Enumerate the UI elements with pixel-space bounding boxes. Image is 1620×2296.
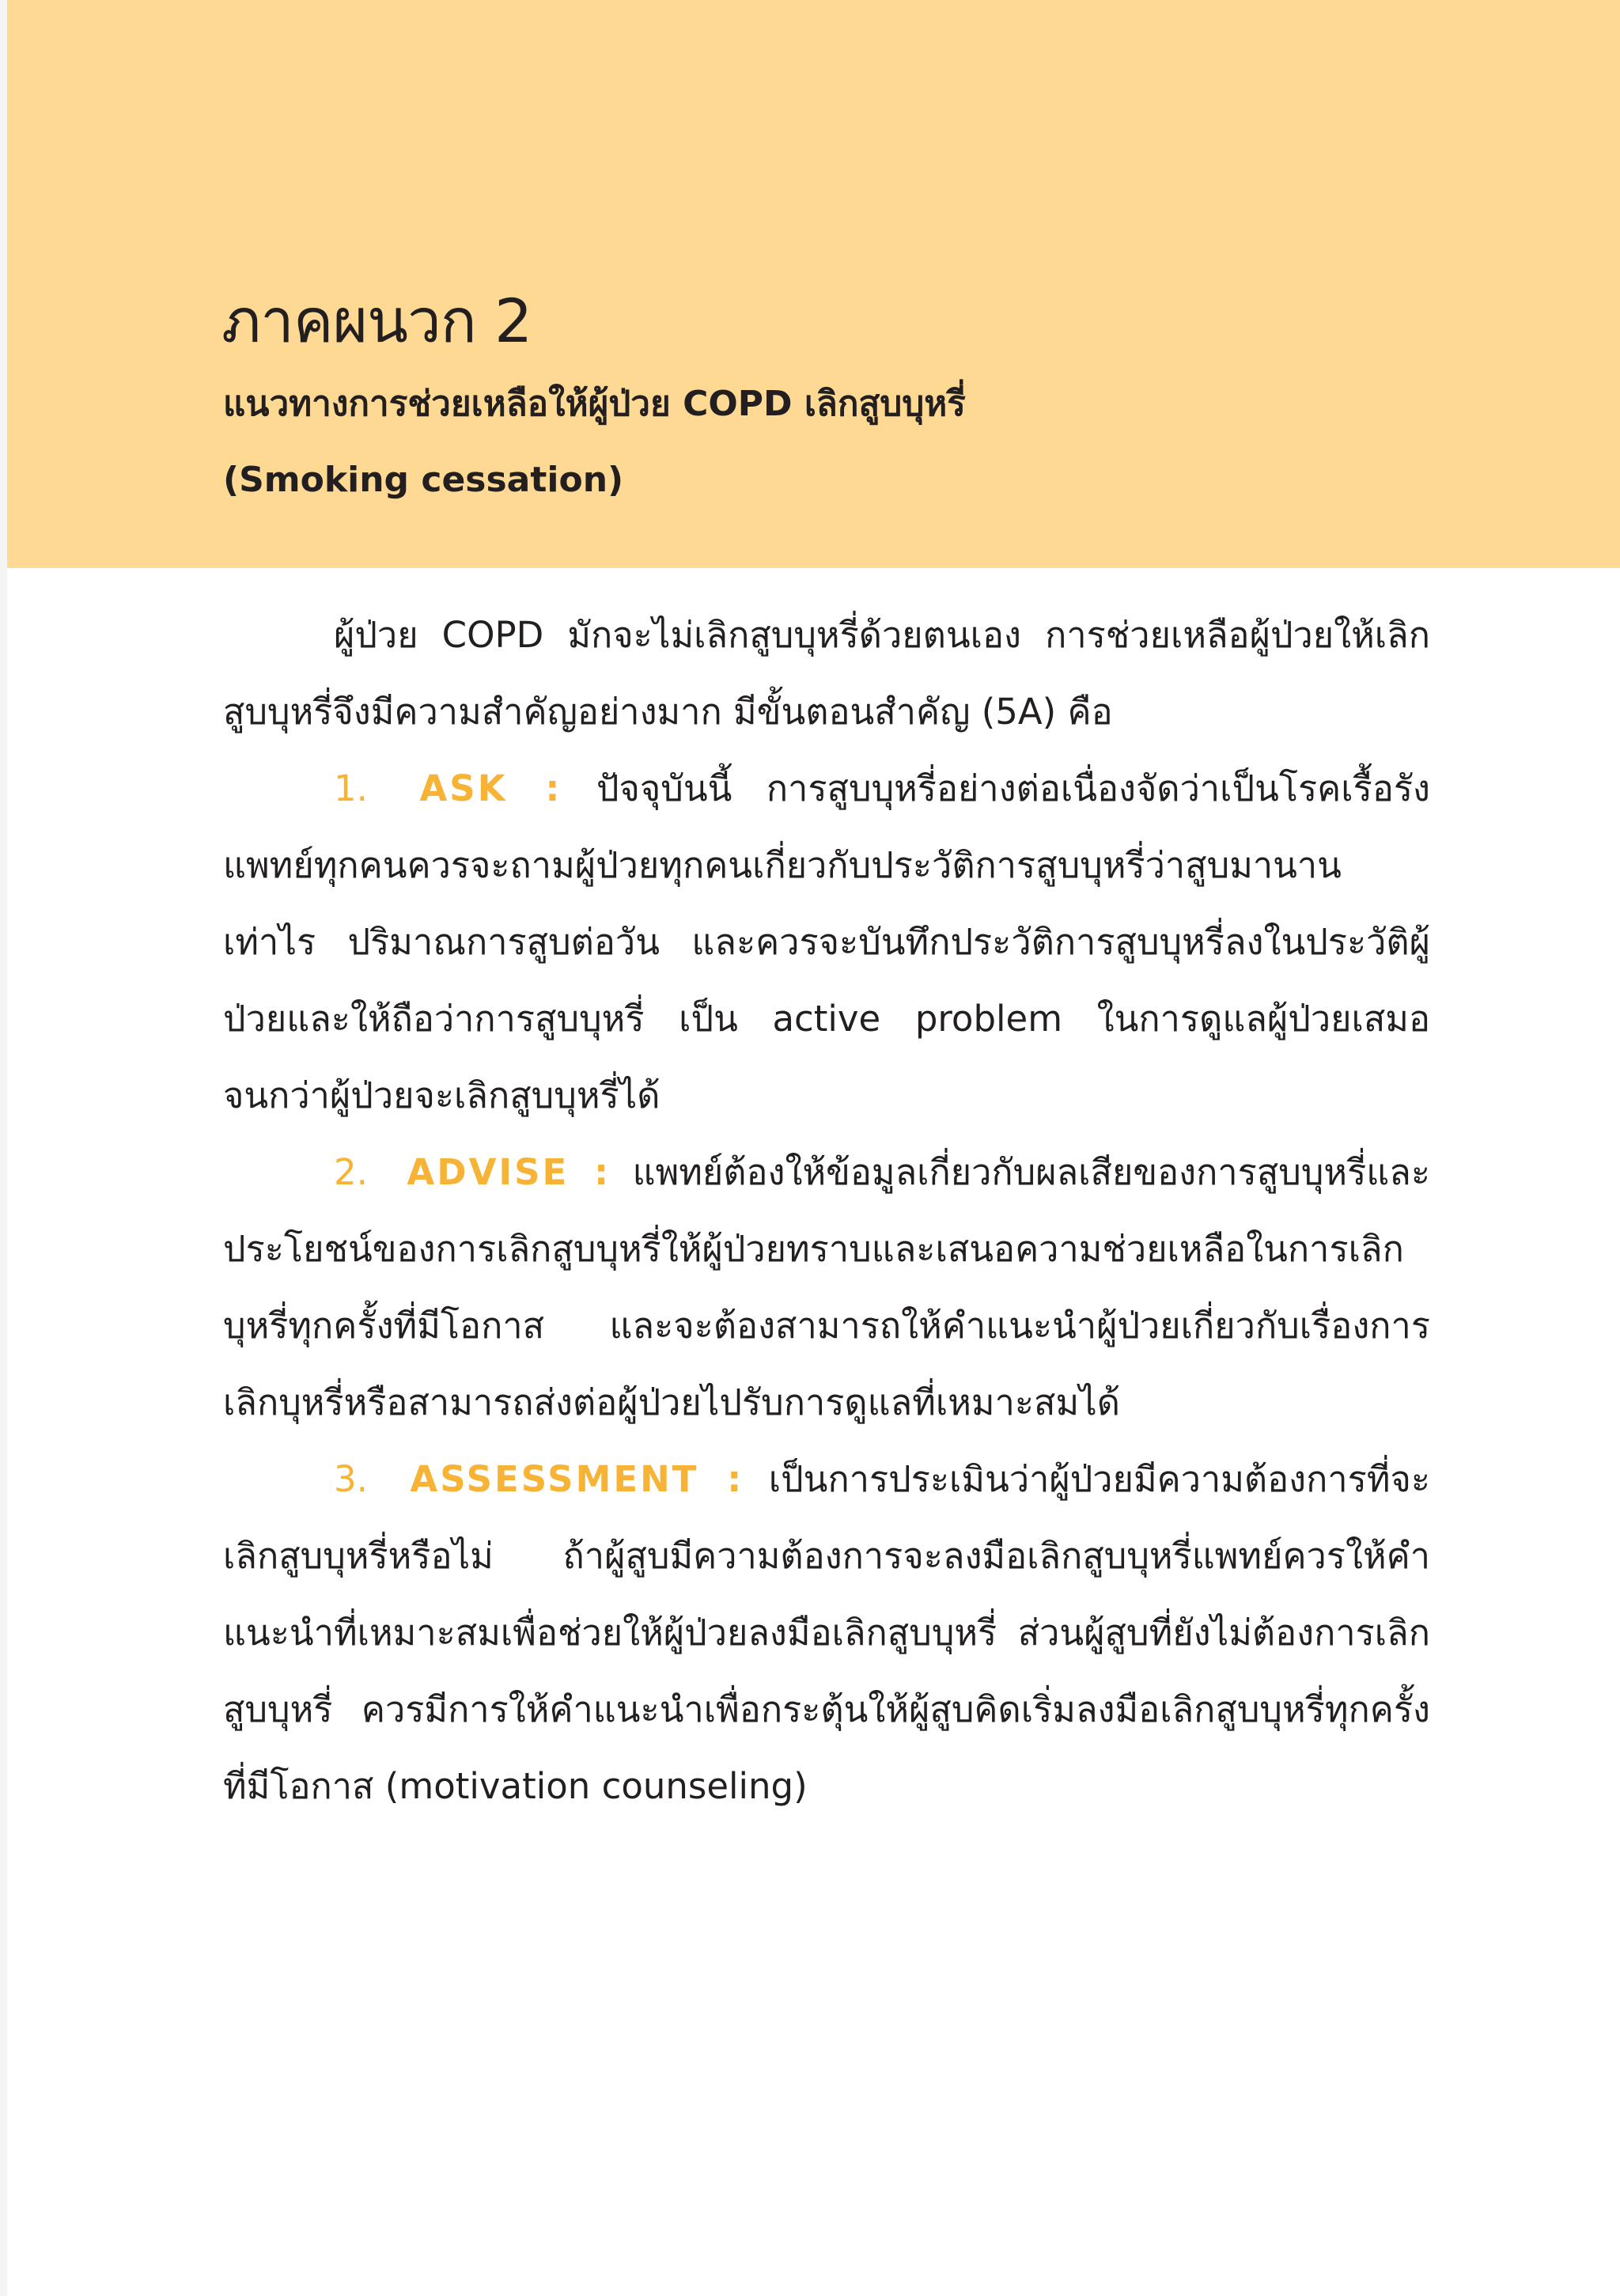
step-ask: [223, 750, 1430, 1134]
appendix-title: ภาคผนวก 2: [221, 286, 532, 356]
step-text: แพทย์ต้องให้ข้อมูลเกี่ยวกับผลเสียของการสูบบุหรี่และประโยชน์ของการเลิกสูบบุหรี่ให้ผู้ป่วยทราบและเสนอความช่วยเหลือในการเลิกบุหรี่ทุกครั้งที่มีโอกาส และจะต้องสามารถให้คำแนะนำผู้ป่วยเกี่ยวกับเรื่องการเลิกบุหรี่หรือสามารถส่งต่อผู้ป่วยไปรับการดูแลที่เหมาะสมได้: [223, 1151, 1430, 1423]
step-label-advise: ADVISE :: [407, 1151, 611, 1193]
step-number: 1.: [334, 767, 368, 809]
step-advise: [223, 1134, 1430, 1441]
appendix-subtitle-english: (Smoking cessation): [223, 460, 624, 500]
step-number: 2.: [334, 1151, 368, 1193]
step-text: ปัจจุบันนี้ การสูบบุหรี่อย่างต่อเนื่องจัดว่าเป็นโรคเรื้อรัง แพทย์ทุกคนควรจะถามผู้ป่วยทุกคนเกี่ยวกับประวัติการสูบบุหรี่ว่าสูบมานานเท่าไร ปริมาณการสูบต่อวัน และควรจะบันทึกประวัติการสูบบุหรี่ลงในประวัติผู้ป่วยและให้ถือว่าการสูบบุหรี่ เป็น active problem ในการดูแลผู้ป่วยเสมอจนกว่าผู้ป่วยจะเลิกสูบบุหรี่ได้: [223, 767, 1430, 1116]
step-assessment: [223, 1441, 1430, 1824]
step-label-ask: ASK :: [419, 767, 562, 809]
appendix-subtitle: แนวทางการช่วยเหลือให้ผู้ป่วย COPD เลิกสูบบุหรี่: [223, 384, 966, 424]
step-label-assessment: ASSESSMENT :: [410, 1458, 744, 1500]
step-text: เป็นการประเมินว่าผู้ป่วยมีความต้องการที่จะเลิกสูบบุหรี่หรือไม่ ถ้าผู้สูบมีความต้องการจะลงมือเลิกสูบบุหรี่แพทย์ควรให้คำแนะนำที่เหมาะสมเพื่อช่วยให้ผู้ป่วยลงมือเลิกสูบบุหรี่ ส่วนผู้สูบที่ยังไม่ต้องการเลิกสูบบุหรี่ ควรมีการให้คำแนะนำเพื่อกระตุ้นให้ผู้สูบคิดเริ่มลงมือเลิกสูบบุหรี่ทุกครั้งที่มีโอกาส (motivation counseling): [223, 1458, 1431, 1807]
intro-paragraph: ผู้ป่วย COPD มักจะไม่เลิกสูบบุหรี่ด้วยตนเอง การช่วยเหลือผู้ป่วยให้เลิกสูบบุหรี่จึงมีความสำคัญอย่างมาก มีขั้นตอนสำคัญ (5A) คือ: [223, 614, 1430, 733]
step-number: 3.: [334, 1458, 368, 1500]
body-text: [223, 597, 1430, 1824]
page-edge: [0, 0, 7, 2296]
